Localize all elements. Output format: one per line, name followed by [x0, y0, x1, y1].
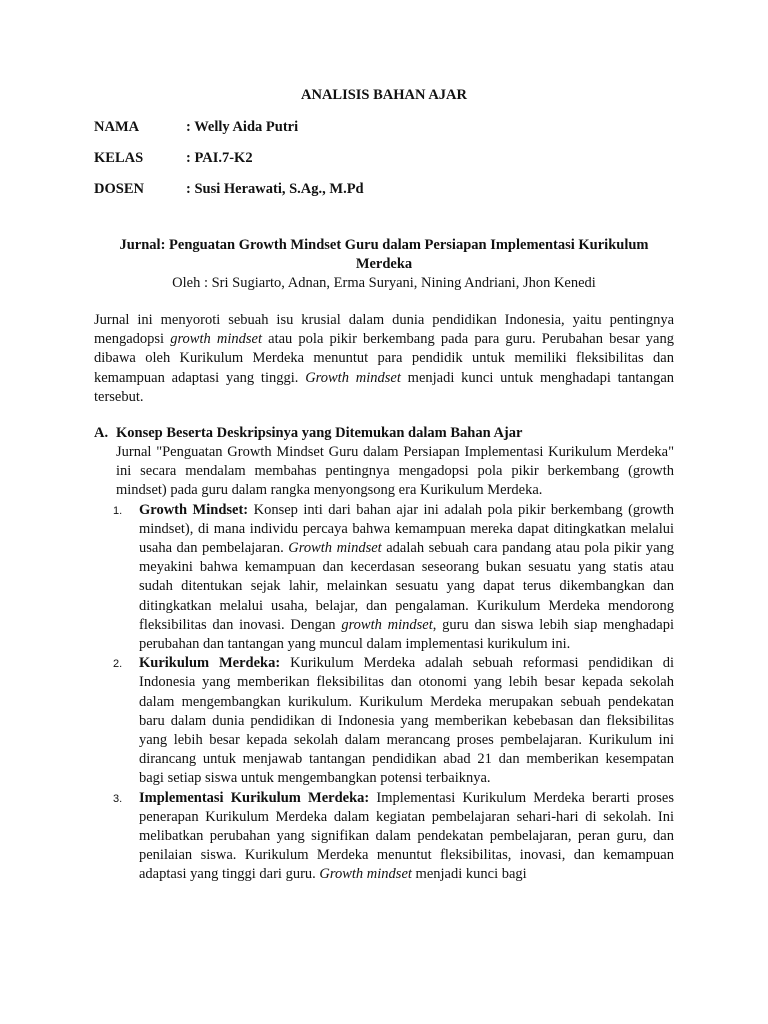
- list-text: adalah sebuah cara pandang atau pola pikir yang meyakini bahwa kemampuan dan kecerdasan seseorang bukan sesuatu yang statis atau sudah ditentukan sejak lahir, melainkan sesuatu yang dapat terus dikembangkan dan ditingkatkan melalui usaha, belajar, dan pengalaman. Kurikulum Merdeka mendorong fleksibilitas dan inovasi. Dengan: [139, 540, 675, 633]
- list-term: Growth Mindset:: [139, 501, 249, 518]
- meta-label: KELAS: [94, 150, 144, 166]
- list-text: Implementasi Kurikulum Merdeka berarti proses penerapan Kurikulum Merdeka dalam kegiatan pembelajaran sehari-hari di sekolah. Ini melibatkan perubahan yang signifikan dalam pendekatan pembelajaran, peran guru, dan penilaian siswa. Kurikulum Merdeka menuntut fleksibilitas, inovasi, dan kemampuan adaptasi yang tinggi dari guru.: [139, 789, 674, 883]
- list-item: [113, 789, 674, 885]
- list-text: menjadi kunci bagi: [411, 866, 527, 883]
- list-emphasis: growth mindset: [341, 616, 433, 633]
- meta-row-kelas: [94, 150, 253, 167]
- intro-emphasis: Growth mindset: [305, 369, 401, 386]
- intro-text: Jurnal ini menyoroti sebuah isu krusial dalam dunia pendidikan Indonesia, yaitu pentingnya mengadopsi: [94, 312, 674, 348]
- meta-label: NAMA: [94, 119, 140, 135]
- list-number: 3.: [113, 792, 123, 805]
- meta-label: DOSEN: [94, 181, 144, 197]
- intro-text: menjadi kunci untuk menghadapi tantangan tersebut.: [94, 369, 674, 405]
- list-number: 1.: [113, 504, 123, 517]
- list-text: Kurikulum Merdeka adalah sebuah reformasi pendidikan di Indonesia yang memberikan fleksibilitas dan otonomi yang lebih besar kepada sekolah dalam mengembangkan kurikulum. Kurikulum Merdeka merupakan sebuah pendekatan baru dalam dunia pendidikan di Indonesia yang memberikan kebebasan dan fleksibilitas yang lebih besar kepada sekolah dalam merancang proses pembelajaran. Kurikulum ini dirancang untuk menjawab tantangan pendidikan abad 21 dan memberikan kesempatan bagi setiap siswa untuk mengembangkan potensi terbaiknya.: [139, 655, 674, 787]
- section-body: Jurnal "Penguatan Growth Mindset Guru dalam Persiapan Implementasi Kurikulum Merdeka" ini secara mendalam membahas pentingnya mengadopsi pola pikir berkembang (growth mindset) pada guru dalam rangka menyongsong era Kurikulum Merdeka.: [116, 444, 674, 499]
- meta-row-dosen: [94, 181, 364, 198]
- list-item: [113, 654, 674, 788]
- list-emphasis: Growth mindset: [288, 540, 382, 557]
- meta-value: : Susi Herawati, S.Ag., M.Pd: [186, 181, 364, 197]
- concept-list: [94, 501, 674, 885]
- intro-paragraph: [94, 311, 674, 407]
- section-heading: [94, 424, 674, 443]
- document-title: ANALISIS BAHAN AJAR: [301, 87, 467, 103]
- section-a: [94, 424, 674, 885]
- list-text: Konsep inti dari bahan ajar ini adalah pola pikir berkembang (growth mindset), di mana individu percaya bahwa kemampuan mereka dapat ditingkatkan melalui usaha dan pembelajaran.: [139, 501, 674, 557]
- list-item: [113, 501, 675, 655]
- section-heading-text: Konsep Beserta Deskripsinya yang Ditemukan dalam Bahan Ajar: [116, 425, 523, 441]
- meta-value: : PAI.7-K2: [186, 150, 253, 166]
- intro-emphasis: growth mindset: [170, 331, 262, 348]
- meta-row-nama: [94, 119, 298, 136]
- journal-authors: Oleh : Sri Sugiarto, Adnan, Erma Suryani, Nining Andriani, Jhon Kenedi: [172, 275, 596, 291]
- intro-text: atau pola pikir berkembang pada para guru. Perubahan besar yang dibawa oleh Kurikulum Merdeka menuntut para pendidik untuk memiliki fleksibilitas dan kemampuan adaptasi yang tinggi.: [94, 331, 674, 386]
- list-number: 2.: [113, 658, 123, 671]
- list-term: Kurikulum Merdeka:: [139, 655, 281, 672]
- list-text: , guru dan siswa lebih siap menghadapi perubahan dan tantangan yang muncul dalam implementasi kurikulum ini.: [139, 616, 675, 653]
- journal-title: Jurnal: Penguatan Growth Mindset Guru dalam Persiapan Implementasi Kurikulum Merdeka: [119, 237, 649, 272]
- list-term: Implementasi Kurikulum Merdeka:: [139, 789, 370, 806]
- meta-value: : Welly Aida Putri: [186, 119, 299, 135]
- section-letter: A.: [94, 425, 109, 441]
- list-emphasis: Growth mindset: [319, 866, 412, 883]
